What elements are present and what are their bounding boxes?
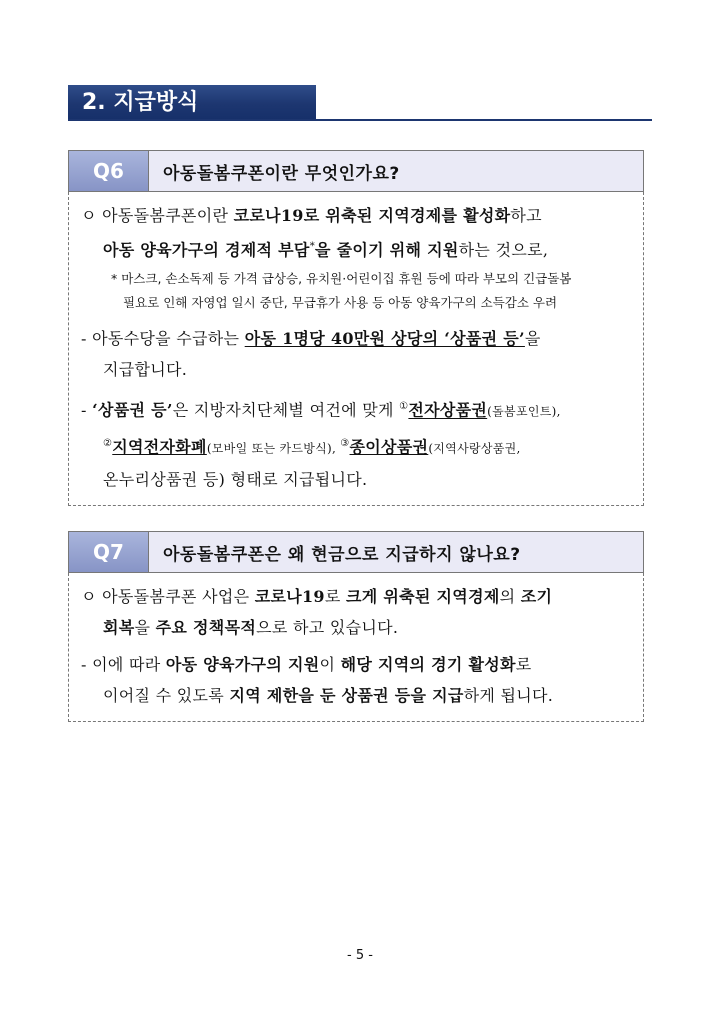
- answer-paragraph: [81, 612, 633, 643]
- answer-emphasis: 지역 제한을 둔 상품권 등을 지급: [229, 686, 464, 705]
- answer-emphasis: 크게 위축된 지역경제: [346, 587, 500, 606]
- question-text: 아동돌봄쿠폰이란 무엇인가요?: [163, 163, 400, 184]
- answer-text: 로: [515, 655, 532, 674]
- question-bar: [68, 531, 644, 573]
- answer-paragraph: [81, 464, 633, 495]
- circled-number: ①: [399, 401, 409, 413]
- answer-text: 로: [324, 587, 347, 606]
- section-title: 2. 지급방식: [68, 85, 316, 120]
- answer-emphasis: 지역전자화폐: [112, 436, 207, 456]
- footnote: [81, 267, 633, 291]
- answer-paragraph: [81, 200, 633, 231]
- answer-emphasis: 조기: [520, 587, 553, 606]
- answer-text: 이: [319, 655, 341, 674]
- answer-text: 을: [134, 618, 156, 637]
- answer-emphasis: 종이상품권: [349, 436, 429, 456]
- answer-note: (돌봄포인트),: [487, 404, 561, 419]
- answer-paragraph: [81, 391, 633, 427]
- answer-text: 이에 따라: [92, 655, 166, 674]
- footnote-mark: *: [309, 241, 315, 252]
- page-number: - 5 -: [347, 948, 373, 963]
- answer-emphasis: 아동 1명당 40만원 상당의 ‘상품권 등’: [244, 329, 525, 349]
- answer-paragraph: [81, 354, 633, 385]
- answer-paragraph: [81, 231, 633, 265]
- section-divider: [68, 119, 652, 121]
- question-badge: Q7: [69, 532, 149, 572]
- question-bar: [68, 150, 644, 192]
- answer-emphasis: 주요 정책목적: [155, 618, 257, 637]
- answer-text: 으로 하고 있습니다.: [256, 618, 399, 637]
- answer-emphasis: 회복: [103, 618, 135, 637]
- answer-text: 을: [524, 329, 541, 349]
- answer-paragraph: [81, 680, 633, 711]
- dash-mark: -: [81, 400, 87, 420]
- answer-paragraph: [81, 649, 633, 680]
- answer-text: 아동돌봄쿠폰이란: [102, 206, 234, 225]
- answer-emphasis: 아동 양육가구의 지원: [165, 655, 320, 674]
- footnote: [81, 291, 633, 315]
- answer-paragraph: [81, 323, 633, 354]
- bullet-mark: ㅇ: [81, 206, 97, 225]
- answer-text: 이어질 수 있도록: [103, 686, 230, 705]
- circled-number: ③: [340, 437, 350, 449]
- answer-paragraph: [81, 581, 633, 612]
- answer-text: 하는 것으로,: [458, 240, 549, 260]
- answer-box: [68, 573, 644, 722]
- question-badge: Q6: [69, 151, 149, 191]
- answer-text: 아동수당을 수급하는: [92, 329, 245, 349]
- bullet-mark: ㅇ: [81, 587, 97, 606]
- answer-text: 의: [499, 587, 521, 606]
- answer-text: 하고: [510, 206, 542, 225]
- answer-emphasis: 아동 양육가구의 경제적 부담: [103, 240, 310, 260]
- answer-emphasis: 해당 지역의 경기 활성화: [340, 655, 516, 674]
- answer-box: [68, 192, 644, 506]
- footnote-mark: *: [111, 271, 118, 287]
- qa-block-q6: [68, 150, 644, 506]
- answer-emphasis: 코로나19로 위축된 지역경제를 활성화: [233, 206, 511, 225]
- answer-emphasis: 코로나19: [254, 587, 325, 606]
- answer-note: (모바일 또는 카드방식),: [206, 440, 341, 455]
- answer-text: 하게 됩니다.: [463, 686, 554, 705]
- footnote-text: 필요로 인해 자영업 일시 중단, 무급휴가 사용 등 아동 양육가구의 소득감소 우려: [123, 295, 558, 311]
- answer-text: 아동돌봄쿠폰 사업은: [102, 587, 255, 606]
- answer-text: 은 지방자치단체별 여건에 맞게: [172, 400, 400, 420]
- footnote-text: 마스크, 손소독제 등 가격 급상승, 유치원·어린이집 휴원 등에 따라 부모의 긴급돌봄: [121, 271, 572, 287]
- circled-number: ②: [103, 437, 113, 449]
- answer-emphasis: 을 줄이기 위해 지원: [315, 240, 459, 260]
- answer-paragraph: [81, 428, 633, 464]
- qa-block-q7: [68, 531, 644, 722]
- answer-note: (지역사랑상품권,: [428, 440, 521, 455]
- answer-text: 온누리상품권 등) 형태로 지급됩니다.: [103, 469, 368, 489]
- dash-mark: -: [81, 329, 87, 349]
- dash-mark: -: [81, 655, 87, 674]
- answer-emphasis: 전자상품권: [408, 400, 488, 420]
- answer-text: 지급합니다.: [103, 360, 188, 380]
- answer-emphasis: ‘상품권 등’: [92, 400, 173, 420]
- question-text: 아동돌봄쿠폰은 왜 현금으로 지급하지 않나요?: [163, 544, 521, 565]
